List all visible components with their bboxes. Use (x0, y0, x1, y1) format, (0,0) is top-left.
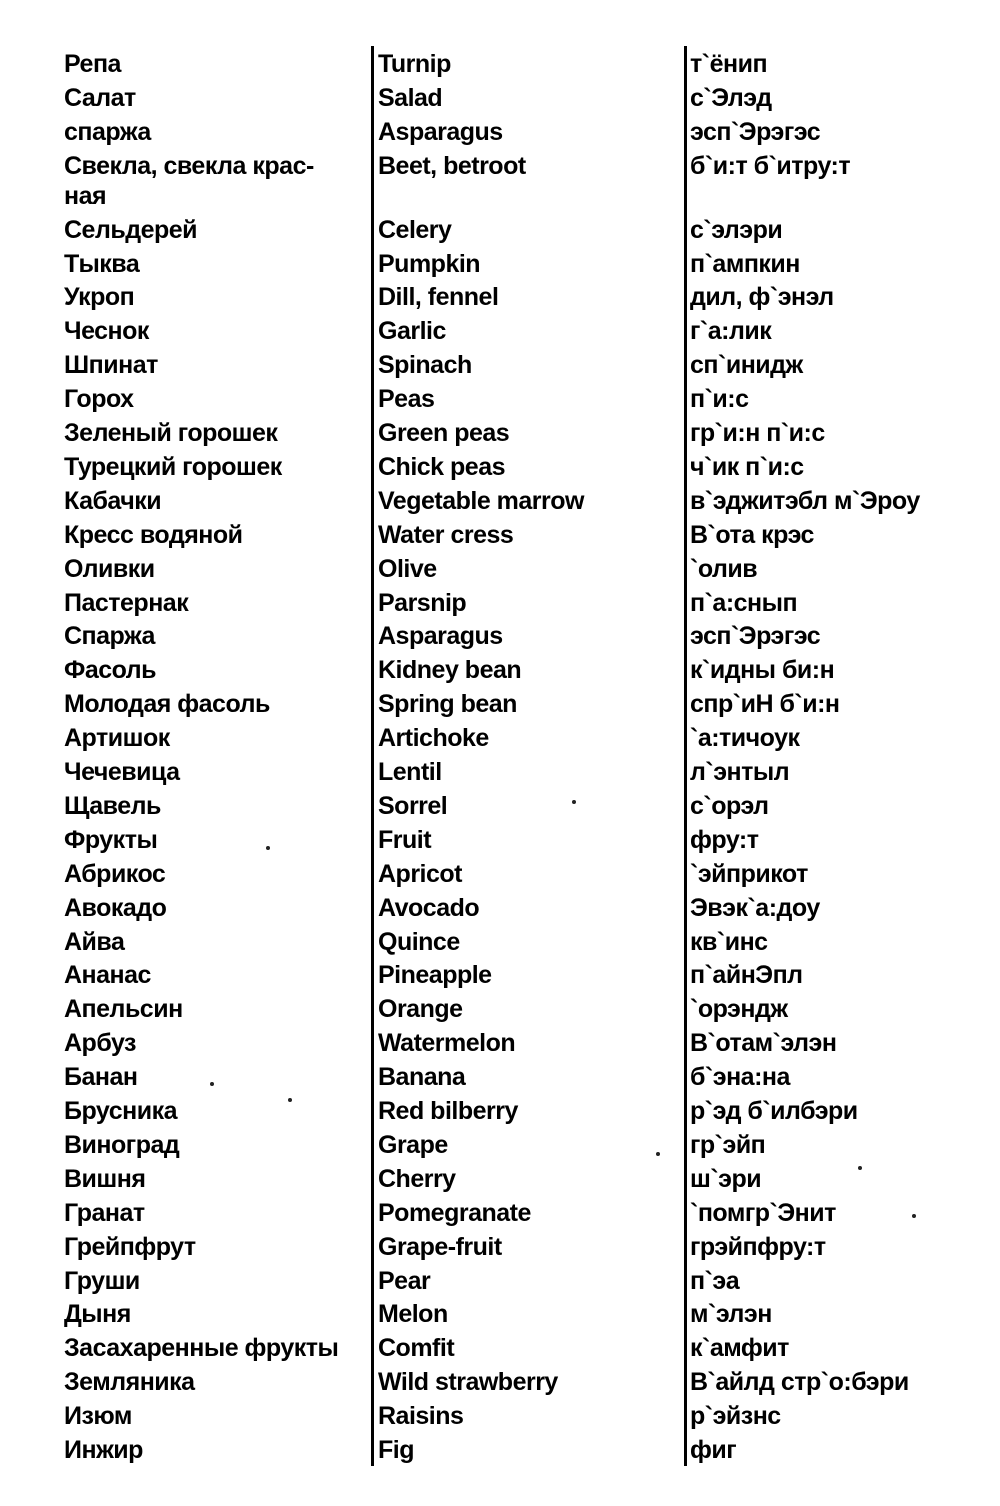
transcription: `помгр`Энит (690, 1199, 836, 1227)
russian-word: Сельдерей (64, 216, 198, 244)
russian-word: Ананас (64, 961, 151, 989)
russian-word: Абрикос (64, 860, 166, 888)
english-word: Orange (378, 995, 463, 1023)
russian-word: Инжир (64, 1436, 143, 1464)
transcription: ч`ик п`и:с (690, 453, 804, 481)
english-word: Fig (378, 1436, 414, 1464)
transcription: сп`инидж (690, 351, 803, 379)
russian-word: Кресс водяной (64, 521, 243, 549)
english-word: Chick peas (378, 453, 506, 481)
scan-speck (912, 1214, 916, 1218)
english-word: Asparagus (378, 118, 503, 146)
english-word: Sorrel (378, 792, 448, 820)
russian-word: Вишня (64, 1165, 146, 1193)
russian-word: спаржа (64, 118, 151, 146)
transcription: л`энтыл (690, 758, 790, 786)
transcription: гр`эйп (690, 1131, 766, 1159)
scan-speck (288, 1098, 292, 1102)
russian-word: Укроп (64, 283, 135, 311)
transcription: р`эйзнс (690, 1402, 781, 1430)
russian-word: Чеснок (64, 317, 149, 345)
russian-word: Чечевица (64, 758, 180, 786)
english-word: Celery (378, 216, 452, 244)
english-word: Banana (378, 1063, 466, 1091)
russian-word: Грейпфрут (64, 1233, 196, 1261)
english-word: Water cress (378, 521, 514, 549)
russian-word: Щавель (64, 792, 161, 820)
russian-word: Фрукты (64, 826, 158, 854)
russian-word: Кабачки (64, 487, 162, 515)
transcription: р`эд б`илбэри (690, 1097, 858, 1125)
english-word: Vegetable marrow (378, 487, 584, 515)
english-word: Garlic (378, 317, 446, 345)
transcription: п`айнЭпл (690, 961, 803, 989)
english-word: Artichoke (378, 724, 489, 752)
russian-word: Свекла, свекла крас-ная (64, 152, 314, 210)
transcription: `олив (690, 555, 758, 583)
russian-word: Дыня (64, 1300, 131, 1328)
transcription: б`эна:на (690, 1063, 790, 1091)
english-word: Peas (378, 385, 435, 413)
english-word: Quince (378, 928, 460, 956)
english-word: Apricot (378, 860, 462, 888)
transcription: кв`инс (690, 928, 768, 956)
english-word: Melon (378, 1300, 448, 1328)
transcription: в`эджитэбл м`Эроу (690, 487, 920, 515)
english-word: Fruit (378, 826, 432, 854)
transcription: спр`иН б`и:н (690, 690, 840, 718)
russian-word: Спаржа (64, 622, 155, 650)
english-word: Green peas (378, 419, 510, 447)
english-word: Olive (378, 555, 437, 583)
english-word: Salad (378, 84, 443, 112)
transcription: к`амфит (690, 1334, 789, 1362)
transcription: п`ампкин (690, 250, 800, 278)
russian-word: Банан (64, 1063, 138, 1091)
english-word: Lentil (378, 758, 442, 786)
english-word: Pear (378, 1267, 431, 1295)
russian-word: Молодая фасоль (64, 690, 270, 718)
english-word: Grape-fruit (378, 1233, 502, 1261)
transcription: к`идны би:н (690, 656, 835, 684)
russian-word: Брусника (64, 1097, 177, 1125)
russian-word: Пастернак (64, 589, 189, 617)
english-word: Kidney bean (378, 656, 522, 684)
column-divider-left (371, 46, 374, 1466)
english-word: Comfit (378, 1334, 455, 1362)
transcription: б`и:т б`итру:т (690, 152, 851, 180)
russian-word: Горох (64, 385, 134, 413)
russian-word: Зеленый горошек (64, 419, 278, 447)
russian-word: Турецкий горошек (64, 453, 282, 481)
english-word: Pineapple (378, 961, 492, 989)
english-word: Asparagus (378, 622, 503, 650)
scan-speck (572, 800, 576, 804)
russian-word: Айва (64, 928, 125, 956)
russian-word: Гранат (64, 1199, 145, 1227)
russian-word: Шпинат (64, 351, 158, 379)
transcription: с`Элэд (690, 84, 772, 112)
transcription: В`отам`элэн (690, 1029, 837, 1057)
russian-word: Артишок (64, 724, 170, 752)
english-word: Wild strawberry (378, 1368, 558, 1396)
transcription: ш`эри (690, 1165, 762, 1193)
english-word: Cherry (378, 1165, 456, 1193)
scan-speck (266, 846, 270, 850)
transcription: г`а:лик (690, 317, 772, 345)
transcription: грэйпфру:т (690, 1233, 826, 1261)
scan-speck (858, 1166, 862, 1170)
transcription: Эвэк`а:доу (690, 894, 820, 922)
russian-word: Тыква (64, 250, 140, 278)
transcription: В`айлд стр`о:бэри (690, 1368, 909, 1396)
russian-word: Засахаренные фрукты (64, 1334, 339, 1362)
scan-speck (656, 1152, 660, 1156)
english-word: Turnip (378, 50, 451, 78)
scan-speck (210, 1082, 214, 1086)
russian-word: Виноград (64, 1131, 180, 1159)
russian-word: Груши (64, 1267, 140, 1295)
russian-word: Земляника (64, 1368, 195, 1396)
transcription: `эйприкот (690, 860, 808, 888)
english-word: Raisins (378, 1402, 464, 1430)
transcription: п`и:с (690, 385, 749, 413)
transcription: т`ёнип (690, 50, 768, 78)
english-word: Beet, betroot (378, 152, 526, 180)
transcription: дил, ф`энэл (690, 283, 834, 311)
english-word: Parsnip (378, 589, 467, 617)
russian-word: Оливки (64, 555, 155, 583)
russian-word: Салат (64, 84, 136, 112)
english-word: Red bilberry (378, 1097, 518, 1125)
transcription: эсп`Эрэгэс (690, 622, 821, 650)
english-word: Pumpkin (378, 250, 481, 278)
transcription: эсп`Эрэгэс (690, 118, 821, 146)
english-word: Watermelon (378, 1029, 516, 1057)
russian-word: Авокадо (64, 894, 167, 922)
russian-word: Апельсин (64, 995, 183, 1023)
transcription: В`ота крэс (690, 521, 814, 549)
transcription: `а:тичоук (690, 724, 800, 752)
russian-word: Фасоль (64, 656, 157, 684)
transcription: гр`и:н п`и:с (690, 419, 825, 447)
english-word: Spring bean (378, 690, 517, 718)
transcription: с`орэл (690, 792, 769, 820)
transcription: п`а:снып (690, 589, 798, 617)
english-word: Pomegranate (378, 1199, 531, 1227)
russian-word: Репа (64, 50, 121, 78)
english-word: Spinach (378, 351, 472, 379)
russian-word: Арбуз (64, 1029, 136, 1057)
english-word: Grape (378, 1131, 448, 1159)
transcription: м`элэн (690, 1300, 772, 1328)
english-word: Dill, fennel (378, 283, 499, 311)
transcription: п`эа (690, 1267, 740, 1295)
transcription: с`элэри (690, 216, 783, 244)
column-divider-right (684, 46, 687, 1466)
russian-word: Изюм (64, 1402, 132, 1430)
transcription: фру:т (690, 826, 759, 854)
transcription: фиг (690, 1436, 737, 1464)
transcription: `орэндж (690, 995, 788, 1023)
english-word: Avocado (378, 894, 480, 922)
